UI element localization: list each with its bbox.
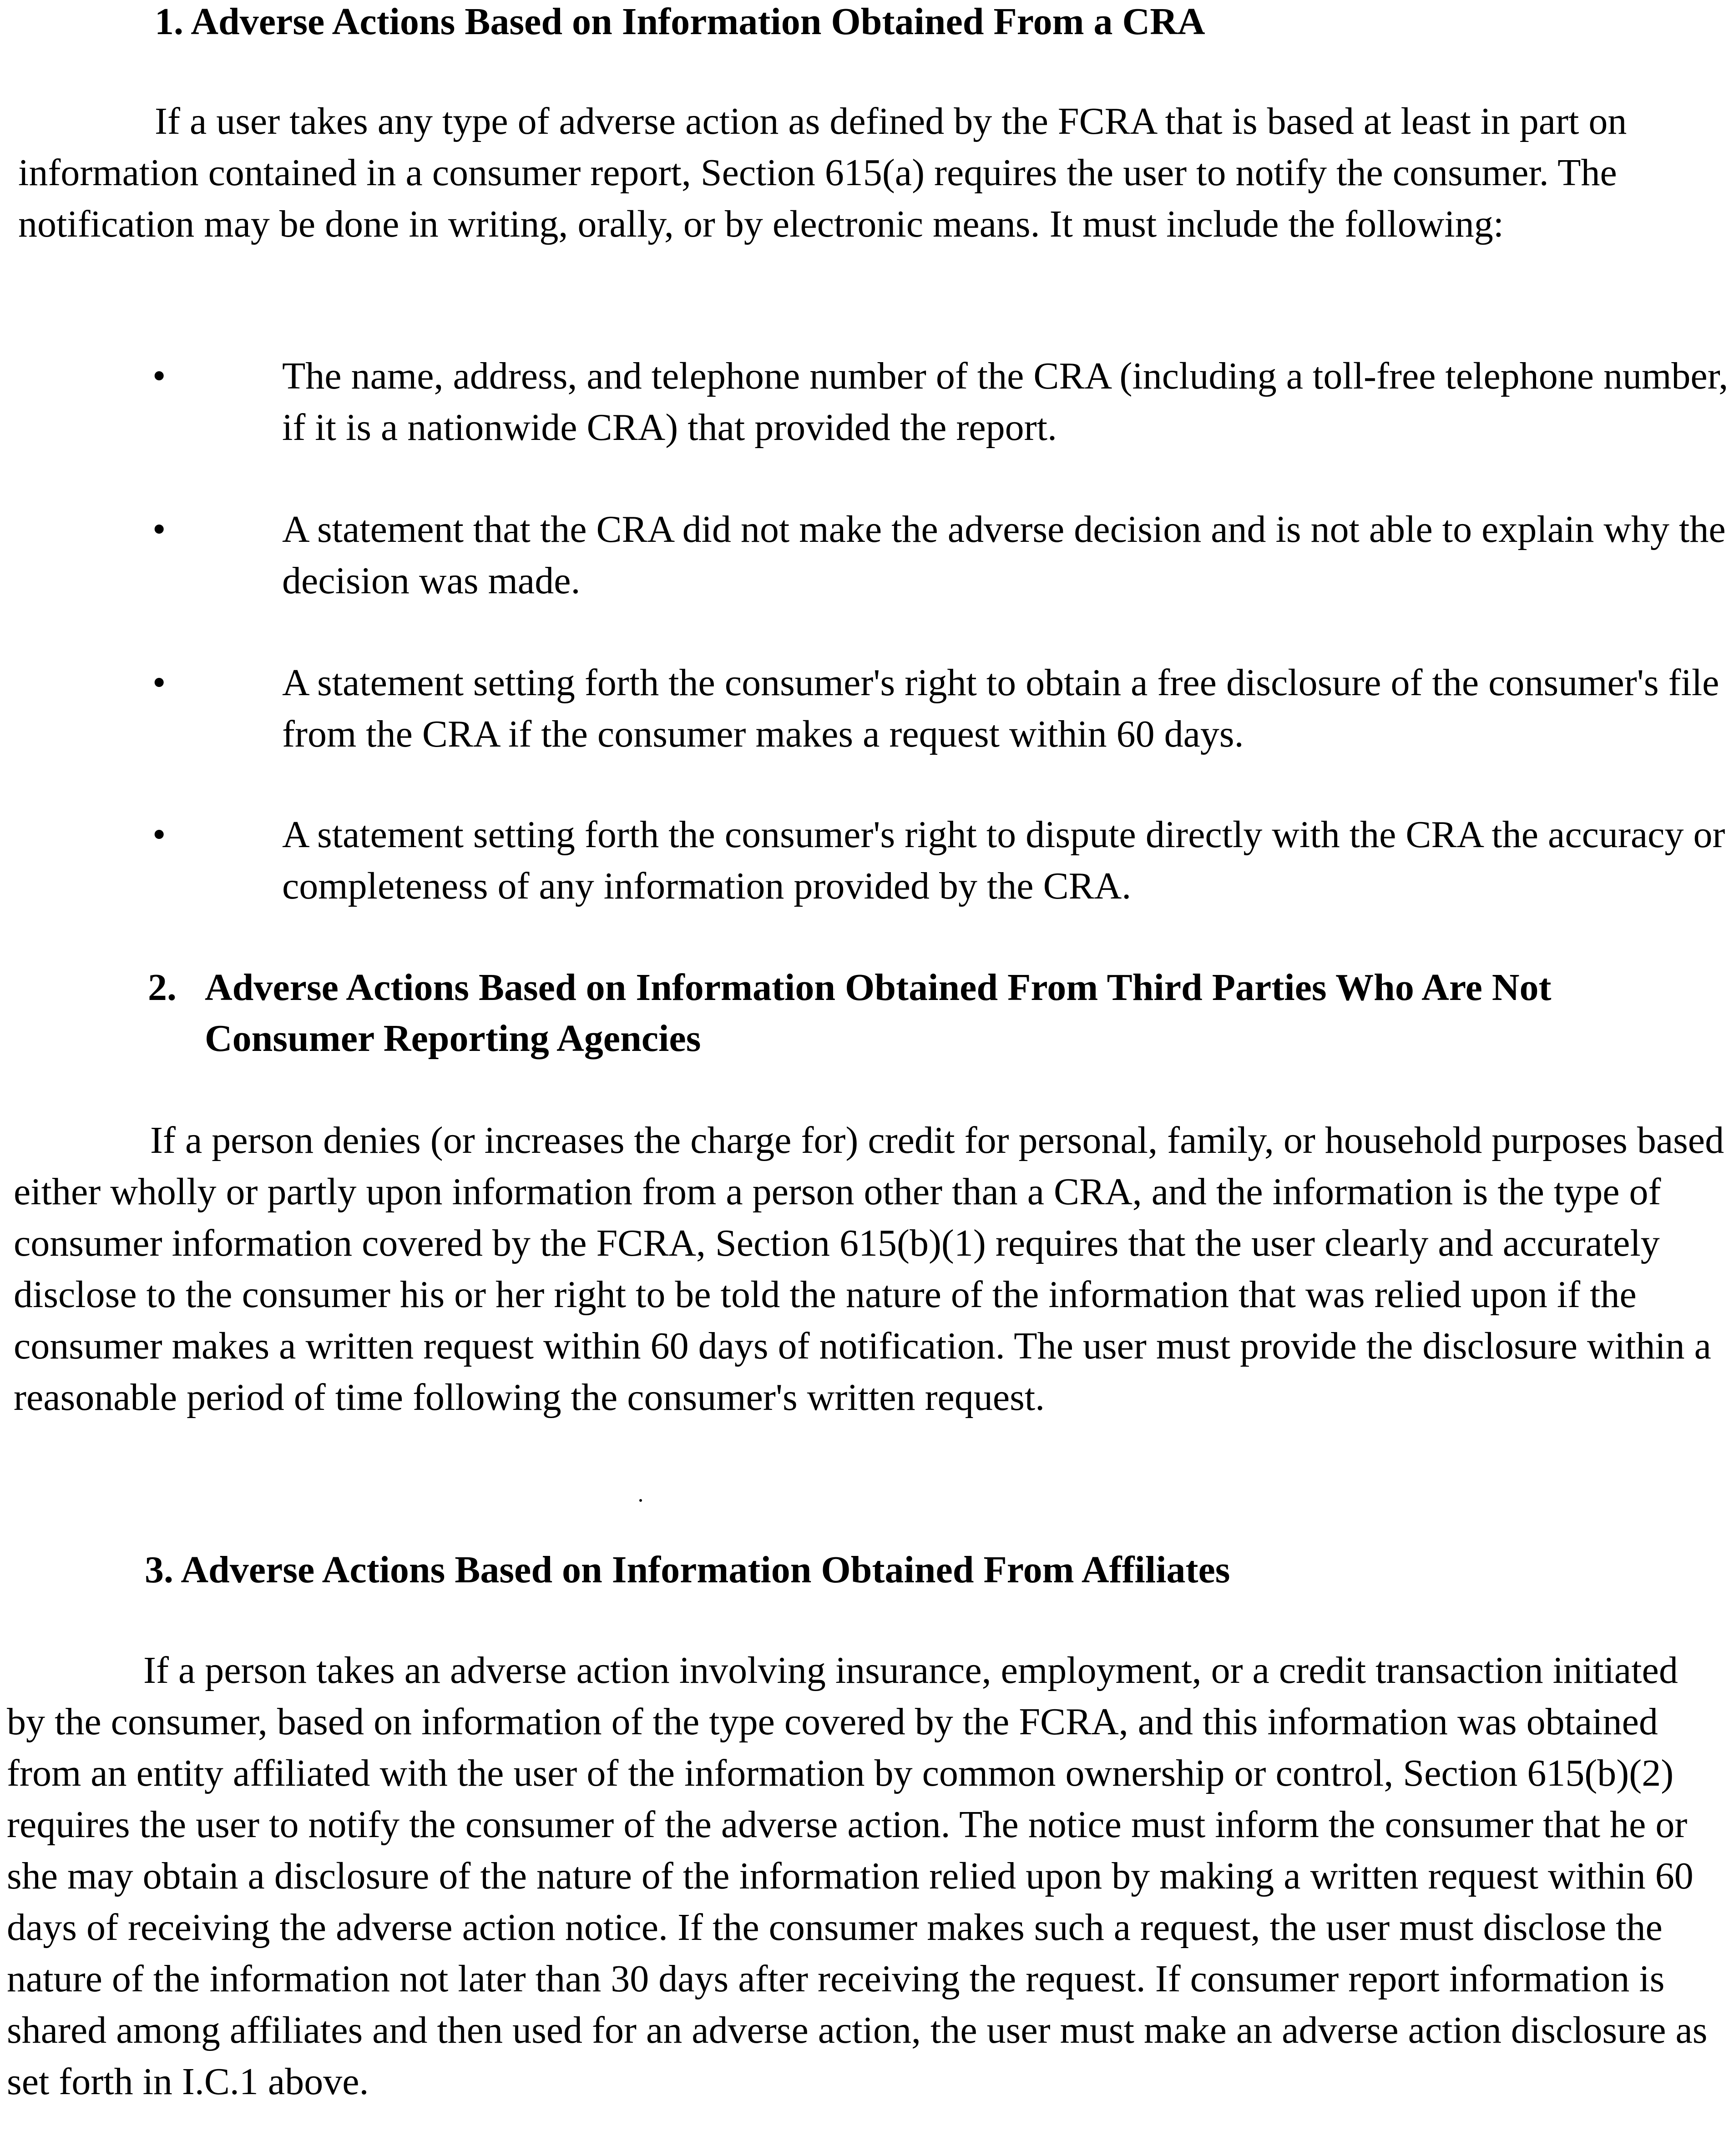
bullet-text-4: A statement setting forth the consumer's right to dispute directly with the CRA the accuracy or completeness of any information provided by the CRA. (282, 813, 1725, 907)
section-1-number: 1. (155, 0, 183, 43)
bullet-marker: • (152, 355, 166, 397)
section-3-title: Adverse Actions Based on Information Obtained From Affiliates (181, 1549, 1230, 1591)
section-3-number: 3. (145, 1549, 173, 1591)
bullet-text-3: A statement setting forth the consumer's right to obtain a free disclosure of the consumer's file from the CRA if the consumer makes a request within 60 days. (282, 661, 1719, 755)
section-2-number: 2. (148, 966, 177, 1009)
section-1-paragraph: If a user takes any type of adverse action as defined by the FCRA that is based at least in part on information contained in a consumer report, Section 615(a) requires the user to notify the consumer. The notification may be done in writing, orally, or by electronic means. It must include the following: (18, 100, 1627, 245)
section-2-paragraph: If a person denies (or increases the charge for) credit for personal, family, or household purposes based either wholly or partly upon information from a person other than a CRA, and the information is the type of consumer information covered by the FCRA, Section 615(b)(1) requires that the user clearly and accurately disclose to the consumer his or her right to be told the nature of the information that was relied upon if the consumer makes a written request within 60 days of notification. The user must provide the disclosure within a reasonable period of time following the consumer's written request. (14, 1119, 1724, 1419)
section-2-heading (148, 962, 1718, 1064)
section-1-title: Adverse Actions Based on Information Obtained From a CRA (191, 0, 1205, 43)
section-3-paragraph: If a person takes an adverse action involving insurance, employment, or a credit transaction initiated by the consumer, based on information of the type covered by the FCRA, and this information was obtained from an entity affiliated with the user of the information by common ownership or control, Section 615(b)(2) requires the user to notify the consumer of the adverse action. The notice must inform the consumer that he or she may obtain a disclosure of the nature of the information relied upon by making a written request within 60 days of receiving the adverse action notice. If the consumer makes such a request, the user must disclose the nature of the information not later than 30 days after receiving the request. If consumer report information is shared among affiliates and then used for an adverse action, the user must make an adverse action disclosure as set forth in I.C.1 above. (7, 1649, 1708, 2103)
section-2-title: Adverse Actions Based on Information Obtained From Third Parties Who Are Not Consumer Reporting Agencies (205, 966, 1552, 1060)
bullet-marker: • (152, 813, 166, 856)
bullet-text-1: The name, address, and telephone number of the CRA (including a toll-free telephone number, if it is a nationwide CRA) that provided the report. (282, 355, 1729, 449)
scan-speck (639, 1499, 642, 1502)
bullet-marker: • (152, 508, 166, 550)
bullet-marker: • (152, 661, 166, 704)
bullet-text-2: A statement that the CRA did not make the adverse decision and is not able to explain why the decision was made. (282, 508, 1726, 602)
section-1-heading (155, 0, 1205, 47)
section-3-heading (145, 1545, 1230, 1596)
